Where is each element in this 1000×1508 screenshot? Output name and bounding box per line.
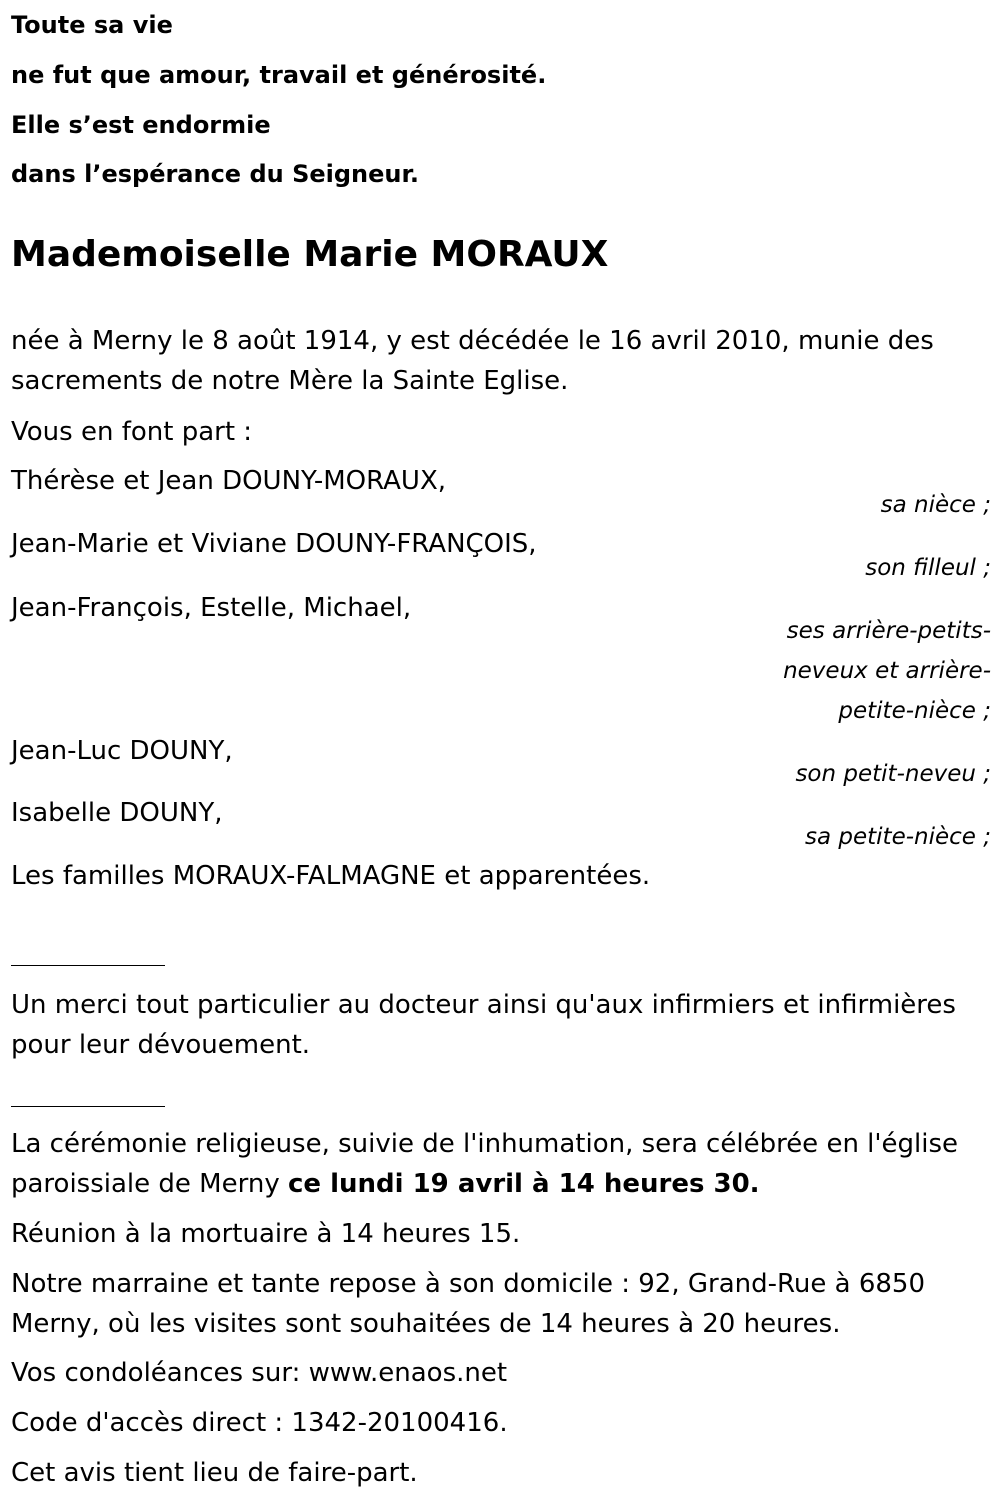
family-member-relation: son filleul ; — [865, 555, 991, 581]
access-code-text: Code d'accès direct : 1342-20100416. — [11, 1408, 508, 1438]
families-line: Les familles MORAUX-FALMAGNE et apparentées. — [11, 861, 651, 891]
thanks-text: Un merci tout particulier au docteur ainsi qu'aux infirmiers et infirmières pour leur dévouement. — [11, 990, 956, 1060]
separator — [11, 965, 165, 966]
epigraph-line: ne fut que amour, travail et générosité. — [11, 61, 547, 89]
separator — [11, 1106, 165, 1107]
family-member-names: Isabelle DOUNY, — [11, 798, 223, 828]
epigraph-line: dans l’espérance du Seigneur. — [11, 160, 420, 188]
family-member-relation: sa petite-nièce ; — [805, 824, 991, 850]
ceremony-text — [11, 1124, 986, 1204]
epigraph-line: Toute sa vie — [11, 11, 173, 39]
family-member-names: Thérèse et Jean DOUNY-MORAUX, — [11, 466, 447, 496]
ceremony-datetime: ce lundi 19 avril à 14 heures 30. — [287, 1169, 760, 1199]
condolences-text: Vos condoléances sur: www.enaos.net — [11, 1358, 508, 1388]
announcers-intro: Vous en font part : — [11, 417, 253, 447]
rest-place-text: Notre marraine et tante repose à son domicile : 92, Grand-Rue à 6850 Merny, où les visites sont souhaitées de 14 heures à 20 heures. — [11, 1269, 925, 1339]
family-member-relation: sa nièce ; — [880, 492, 991, 518]
family-member-relation: son petit-neveu ; — [795, 761, 991, 787]
family-member-names: Jean-Luc DOUNY, — [11, 736, 233, 766]
deceased-name: Mademoiselle Marie MORAUX — [11, 234, 609, 275]
meeting-text: Réunion à la mortuaire à 14 heures 15. — [11, 1219, 521, 1249]
family-member-relation: ses arrière-petits-neveux et arrière-petite-nièce ; — [783, 618, 991, 724]
epigraph-line: Elle s’est endormie — [11, 111, 271, 139]
notice-text: Cet avis tient lieu de faire-part. — [11, 1458, 418, 1488]
ceremony-description: La cérémonie religieuse, suivie de l'inhumation, sera célébrée en l'église paroissiale de Merny — [11, 1129, 959, 1199]
family-member-names: Jean-Marie et Viviane DOUNY-FRANÇOIS, — [11, 529, 537, 559]
birth-death-text: née à Merny le 8 août 1914, y est décédée le 16 avril 2010, munie des sacrements de notre Mère la Sainte Eglise. — [11, 326, 934, 396]
family-member-names: Jean-François, Estelle, Michael, — [11, 593, 412, 623]
